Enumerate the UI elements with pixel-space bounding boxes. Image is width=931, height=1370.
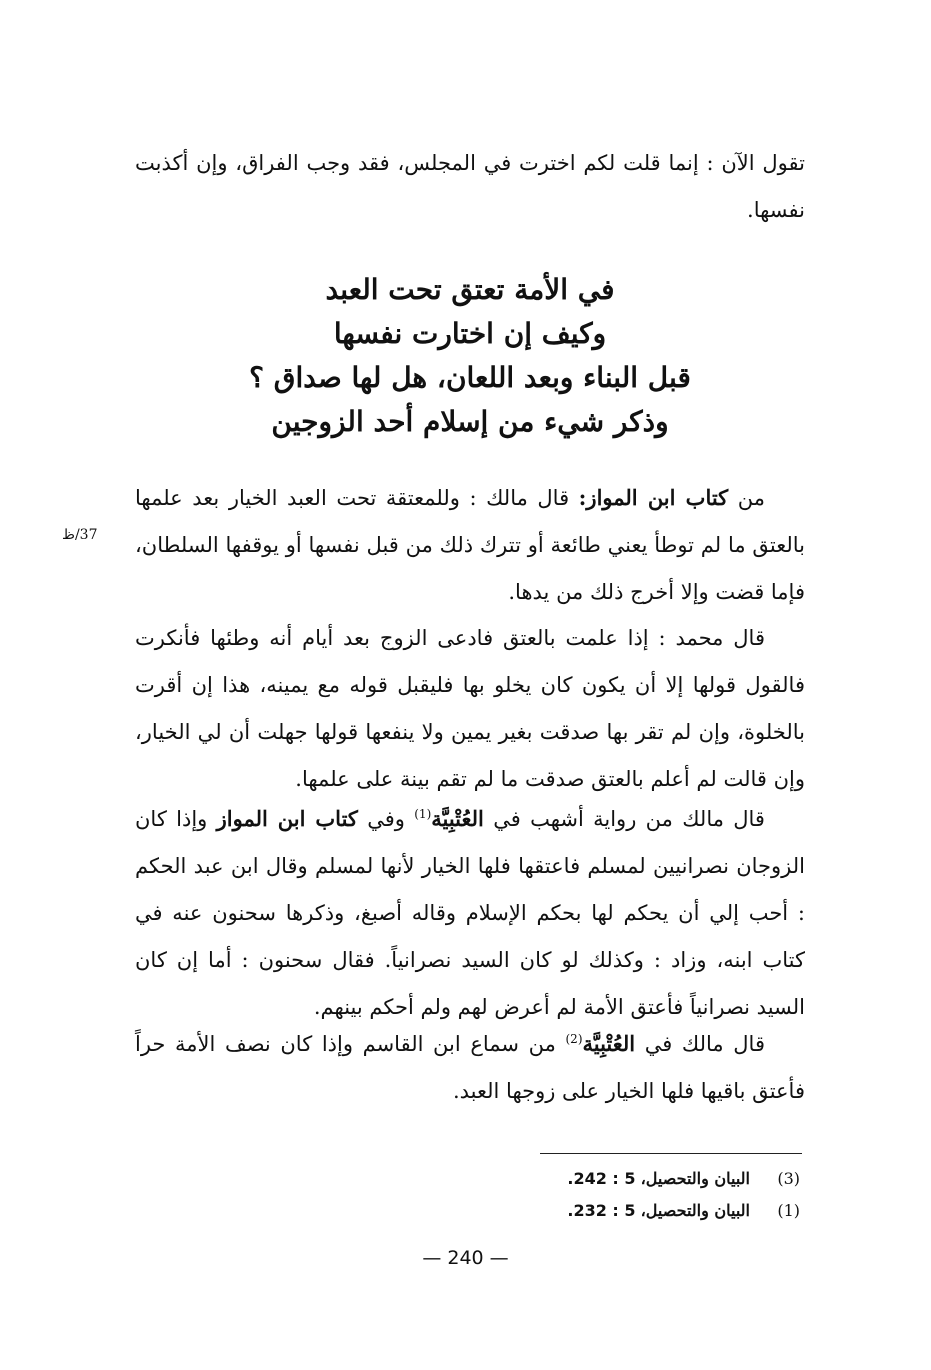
paragraph-3 [135,795,805,1031]
page-number: — 240 — [422,1247,509,1269]
p3-note-ref: (1) [414,807,432,821]
footnote-ref: 5 : 232. [567,1201,636,1220]
p1-source: كتاب ابن المواز: [578,485,729,510]
heading-line-4: وذكر شيء من إسلام أحد الزوجين [271,405,669,438]
p2-text: قال محمد : إذا علمت بالعتق فادعى الزوج بعد أيام أنه وطئها فأنكرت فالقول قولها إلا أن يكون كان يخلو بها فليقبل قوله مع يمينه، هذا إن أقرت بالخلوة، وإن لم تقر بها صدقت بغير يمين ولا ينفعها قولها جهلت أن لي الخيار، وإن قالت لم أعلم بالعتق صدقت ما لم تقم بينة على علمها. [135,626,805,791]
intro-paragraph [135,140,805,234]
heading-line-1: في الأمة تعتق تحت العبد [325,273,615,306]
p3-mid: وفي [357,807,415,831]
paragraph-2 [135,615,805,803]
heading-line-3: قبل البناء وبعد اللعان، هل لها صداق ؟ [249,361,691,394]
intro-text: تقول الآن : إنما قلت لكم اخترت في المجلس، فقد وجب الفراق، وإن أكذبت نفسها. [135,151,805,222]
p1-text: قال مالك : وللمعتقة تحت العبد الخيار بعد علمها بالعتق ما لم توطأ يعني طائعة أو تترك ذلك من قبل نفسها أو يوقفها السلطان، فإما قضت وإلا أخرج ذلك من يدها. [135,486,805,604]
margin-folio-note: 37/ظ [62,527,98,543]
footnote-number: (1) [777,1201,800,1220]
p3-book: العُتْبِيَّة [431,806,484,831]
p1-lead: من [728,486,765,510]
p4-text: من سماع ابن القاسم وإذا كان نصف الأمة حراً فأعتق باقيها فلها الخيار على زوجها العبد. [135,1032,805,1103]
paragraph-4 [135,1020,805,1115]
p4-book: العُتْبِيَّة [582,1031,636,1056]
footnote-item [470,1195,800,1227]
p4-lead: قال مالك في [635,1032,765,1056]
footnote-text: البيان والتحصيل، [640,1169,750,1188]
p4-note-ref: (2) [565,1032,583,1046]
footnote-divider [540,1153,802,1154]
section-heading [135,268,805,444]
p3-text: وإذا كان الزوجان نصرانيين لمسلم فاعتقها فلها الخيار لأنها لمسلم وقال ابن عبد الحكم : أحب إلي أن يحكم لها بحكم الإسلام وقاله أصبغ، وذكرها سحنون عنه في كتاب ابنه، وزاد : وكذلك لو كان السيد نصرانياً. فقال سحنون : أما إن كان السيد نصرانياً فأعتق الأمة لم أعرض لهم ولم أحكم بينهم. [135,807,805,1019]
footnote-number: (3) [777,1169,800,1188]
footnotes [470,1163,800,1227]
heading-line-2: وكيف إن اختارت نفسها [333,317,607,350]
footnote-ref: 5 : 242. [567,1169,636,1188]
footnote-text: البيان والتحصيل، [640,1201,750,1220]
footnote-item [470,1163,800,1195]
p3-lead: قال مالك من رواية أشهب في [483,807,765,831]
paragraph-1 [135,474,805,616]
p3-source: كتاب ابن المواز [216,806,358,831]
